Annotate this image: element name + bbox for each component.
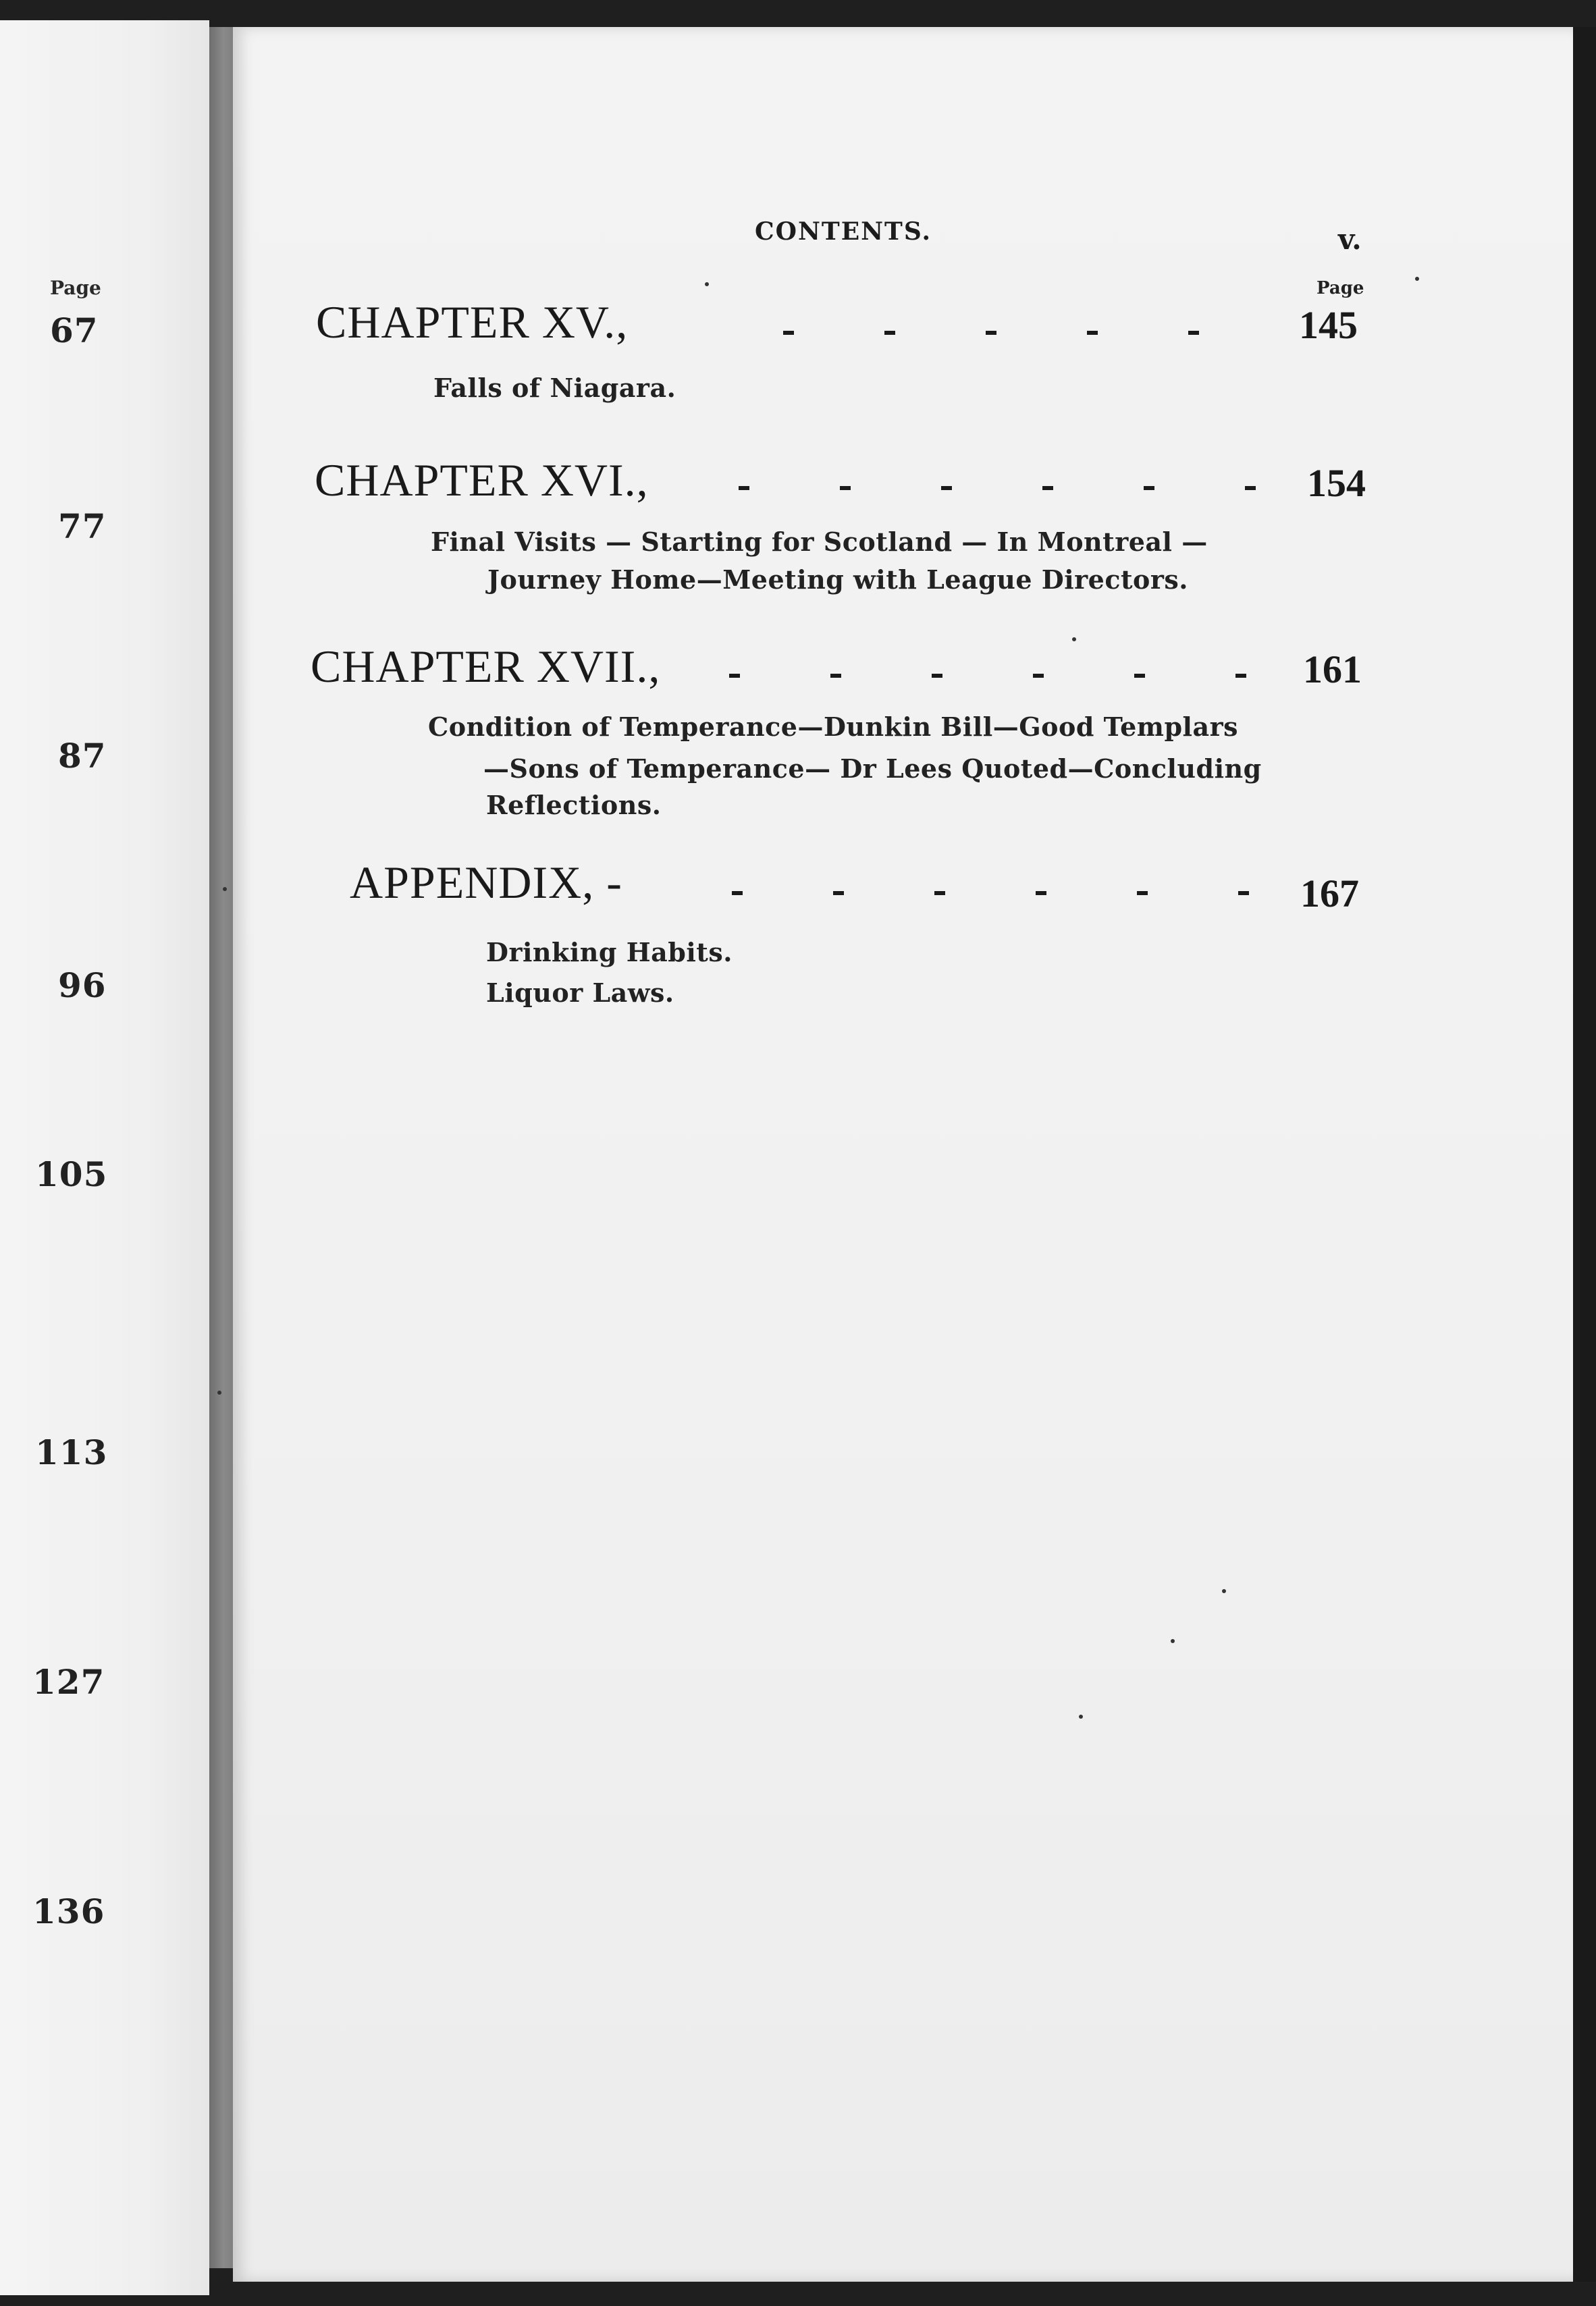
entry-page-number: 154 — [1307, 461, 1366, 505]
entry-description-line: Condition of Temperance—Dunkin Bill—Good Templars — [428, 712, 1239, 742]
scan-speck — [1079, 1715, 1083, 1719]
entry-title: CHAPTER XVI., — [315, 454, 649, 506]
left-page-number: 136 — [32, 1892, 105, 1931]
entry-page-number: 161 — [1303, 647, 1362, 691]
running-title: CONTENTS. — [755, 217, 932, 246]
page-column-label: Page — [1316, 278, 1364, 298]
dot-leader — [732, 891, 1256, 895]
left-page — [0, 20, 209, 2295]
entry-title: CHAPTER XV., — [316, 296, 629, 348]
left-page-number: 105 — [35, 1154, 108, 1194]
left-page-number: 87 — [58, 736, 107, 776]
entry-page-number: 145 — [1299, 303, 1358, 347]
right-page — [233, 27, 1576, 2282]
left-page-header: Page — [50, 277, 101, 299]
scan-speck — [217, 1391, 221, 1395]
entry-description-line: Falls of Niagara. — [433, 373, 676, 403]
left-page-number: 77 — [58, 506, 107, 546]
left-page-number: 96 — [58, 965, 107, 1005]
entry-description-line: Drinking Habits. — [486, 937, 733, 967]
entry-description-line: Final Visits — Starting for Scotland — In Montreal — — [431, 527, 1208, 557]
scan-speck — [705, 282, 709, 286]
dot-leader — [739, 486, 1256, 490]
dot-leader — [729, 674, 1256, 678]
page-edge-shadow — [1573, 27, 1596, 2282]
page-numeral: v. — [1338, 223, 1362, 256]
scan-speck — [1171, 1639, 1175, 1643]
scan-speck — [1222, 1589, 1226, 1593]
entry-description-line: Journey Home—Meeting with League Directors. — [487, 564, 1188, 595]
scan-speck — [223, 887, 227, 891]
entry-page-number: 167 — [1300, 872, 1359, 915]
entry-description-line: Reflections. — [486, 790, 662, 820]
scan-speck — [1415, 277, 1419, 281]
dot-leader — [783, 331, 1256, 335]
entry-description-line: —Sons of Temperance— Dr Lees Quoted—Concluding — [483, 753, 1262, 784]
left-page-number: 67 — [50, 311, 99, 350]
entry-title: APPENDIX, - — [350, 857, 622, 908]
entry-description-line: Liquor Laws. — [486, 977, 674, 1008]
entry-title: CHAPTER XVII., — [311, 641, 661, 692]
left-page-number: 113 — [35, 1432, 108, 1472]
left-page-number: 127 — [32, 1662, 105, 1702]
scan-speck — [1072, 637, 1076, 641]
